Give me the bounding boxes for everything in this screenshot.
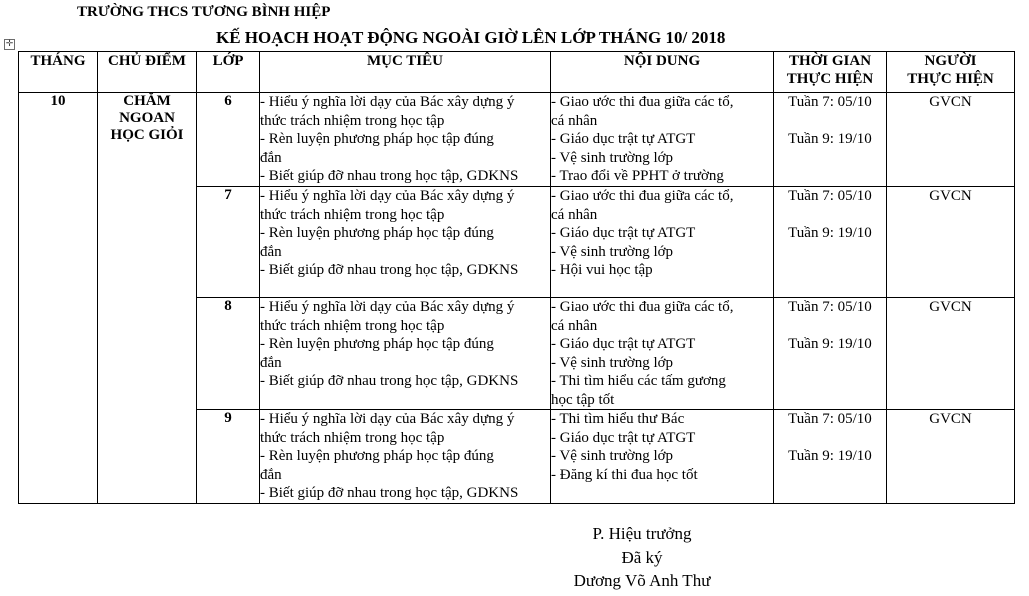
goal-line: - Rèn luyện phương pháp học tập đúng <box>260 448 494 464</box>
goal-line: - Biết giúp đỡ nhau trong học tập, GDKNS <box>260 373 519 389</box>
header-time <box>774 52 887 93</box>
time-week-9: Tuần 9: 19/10 <box>788 131 872 147</box>
activity-plan-table <box>18 51 1015 504</box>
header-person-line2: THỰC HIỆN <box>907 71 994 87</box>
goal-line: đắn <box>260 149 282 166</box>
time-week-9: Tuần 9: 19/10 <box>788 225 872 241</box>
content-line: - Giáo dục trật tự ATGT <box>551 336 696 352</box>
goal-line: đắn <box>260 243 282 260</box>
header-content: NỘI DUNG <box>551 52 774 93</box>
content-cell <box>551 93 774 187</box>
time-cell <box>774 410 887 504</box>
month-cell: 10 <box>19 93 98 504</box>
goal-line: thức trách nhiệm trong học tập <box>260 317 445 334</box>
content-line: - Trao đổi về PPHT ở trường <box>551 168 724 184</box>
signature-role: P. Hiệu trưởng <box>592 524 692 543</box>
content-line: - Giáo dục trật tự ATGT <box>551 225 696 241</box>
goal-line: - Rèn luyện phương pháp học tập đúng <box>260 131 494 147</box>
content-cell <box>551 187 774 298</box>
header-time-line1: THỜI GIAN <box>788 53 872 69</box>
signature-block <box>562 522 722 593</box>
grade-cell: 7 <box>197 187 260 298</box>
goal-cell <box>260 187 551 298</box>
grade-cell: 8 <box>197 298 260 410</box>
content-line: cá nhân <box>551 206 598 223</box>
person-cell: GVCN <box>887 298 1015 410</box>
header-person-line1: NGƯỜI <box>924 53 977 69</box>
person-cell: GVCN <box>887 93 1015 187</box>
header-goal: MỤC TIÊU <box>260 52 551 93</box>
grade-cell: 6 <box>197 93 260 187</box>
content-line: - Vệ sinh trường lớp <box>551 243 674 260</box>
time-cell <box>774 298 887 410</box>
document-title: KẾ HOẠCH HOẠT ĐỘNG NGOÀI GIỜ LÊN LỚP THÁNG 10/ 2018 <box>216 28 726 47</box>
theme-line: NGOAN <box>119 110 175 126</box>
goal-line: đắn <box>260 354 282 371</box>
content-line: - Vệ sinh trường lớp <box>551 448 674 464</box>
signature-name: Dương Võ Anh Thư <box>573 571 711 590</box>
content-cell <box>551 298 774 410</box>
time-week-9: Tuần 9: 19/10 <box>788 448 872 464</box>
goal-line: - Rèn luyện phương pháp học tập đúng <box>260 336 494 352</box>
goal-line: - Rèn luyện phương pháp học tập đúng <box>260 225 494 241</box>
time-week-7: Tuần 7: 05/10 <box>788 188 872 204</box>
time-cell <box>774 187 887 298</box>
content-line: - Thi tìm hiểu thư Bác <box>551 411 685 427</box>
theme-line: HỌC GIỎI <box>110 127 184 143</box>
content-line: - Vệ sinh trường lớp <box>551 354 674 371</box>
content-line: cá nhân <box>551 112 598 129</box>
school-name: TRƯỜNG THCS TƯƠNG BÌNH HIỆP <box>77 4 331 20</box>
table-move-icon[interactable]: ✛ <box>5 39 14 49</box>
goal-cell <box>260 93 551 187</box>
grade-cell: 9 <box>197 410 260 504</box>
time-week-7: Tuần 7: 05/10 <box>788 411 872 427</box>
content-line: - Giao ước thi đua giữa các tổ, <box>551 188 734 204</box>
goal-line: - Biết giúp đỡ nhau trong học tập, GDKNS <box>260 262 519 278</box>
content-line: - Giao ước thi đua giữa các tổ, <box>551 94 734 110</box>
goal-line: - Biết giúp đỡ nhau trong học tập, GDKNS <box>260 485 519 501</box>
time-week-9: Tuần 9: 19/10 <box>788 336 872 352</box>
header-grade: LỚP <box>197 52 260 93</box>
header-theme: CHỦ ĐIỂM <box>98 52 197 93</box>
content-line: - Vệ sinh trường lớp <box>551 149 674 166</box>
time-cell <box>774 93 887 187</box>
theme-cell <box>98 93 197 504</box>
header-time-line2: THỰC HIỆN <box>786 71 874 87</box>
goal-line: thức trách nhiệm trong học tập <box>260 429 445 446</box>
goal-line: thức trách nhiệm trong học tập <box>260 206 445 223</box>
signature-status: Đã ký <box>621 547 663 567</box>
table-header-row <box>19 52 1015 93</box>
goal-line: - Hiểu ý nghĩa lời dạy của Bác xây dựng ý <box>260 411 515 427</box>
goal-line: - Hiểu ý nghĩa lời dạy của Bác xây dựng ý <box>260 188 515 204</box>
content-line: - Giáo dục trật tự ATGT <box>551 131 696 147</box>
goal-cell <box>260 410 551 504</box>
time-week-7: Tuần 7: 05/10 <box>788 299 872 315</box>
content-line: - Giao ước thi đua giữa các tổ, <box>551 299 734 315</box>
person-cell: GVCN <box>887 187 1015 298</box>
content-line: - Giáo dục trật tự ATGT <box>551 429 696 446</box>
person-cell: GVCN <box>887 410 1015 504</box>
goal-line: thức trách nhiệm trong học tập <box>260 112 445 129</box>
content-line: - Đăng kí thi đua học tốt <box>551 466 698 483</box>
content-line: - Thi tìm hiểu các tấm gương <box>551 373 726 389</box>
goal-line: - Biết giúp đỡ nhau trong học tập, GDKNS <box>260 168 519 184</box>
goal-line: đắn <box>260 466 282 483</box>
content-cell <box>551 410 774 504</box>
table-row <box>19 93 1015 187</box>
goal-line: - Hiểu ý nghĩa lời dạy của Bác xây dựng ý <box>260 299 515 315</box>
goal-cell <box>260 298 551 410</box>
header-person <box>887 52 1015 93</box>
goal-line: - Hiểu ý nghĩa lời dạy của Bác xây dựng ý <box>260 94 515 110</box>
time-week-7: Tuần 7: 05/10 <box>788 94 872 110</box>
content-line: - Hội vui học tập <box>551 262 653 278</box>
theme-line: CHĂM <box>123 93 171 109</box>
content-line: cá nhân <box>551 317 598 334</box>
header-month: THÁNG <box>19 52 98 93</box>
content-line: học tập tốt <box>551 391 615 408</box>
